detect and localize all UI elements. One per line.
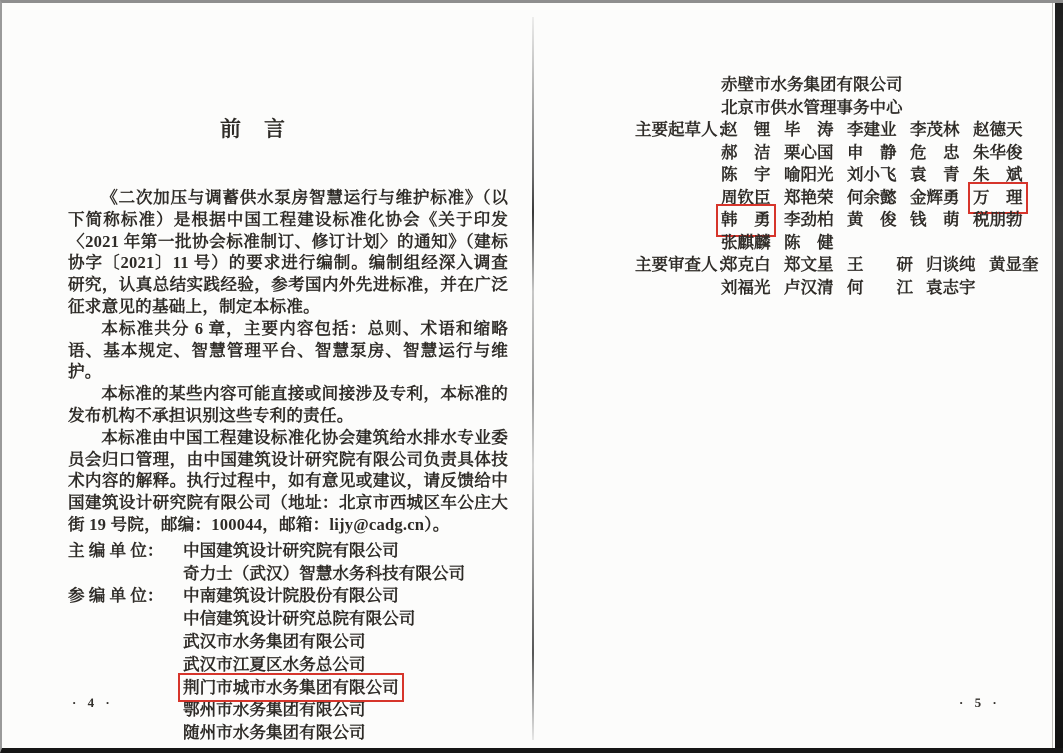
reviewer-name: 王 研	[847, 255, 913, 274]
reviewer-name: 郑文星	[784, 255, 834, 274]
drafter-row	[721, 142, 1059, 165]
scan-edge-line	[1052, 3, 1053, 748]
drafter-name: 郑艳荣	[784, 187, 834, 207]
participant-row	[68, 585, 508, 745]
drafter-name: 袁 青	[910, 165, 960, 184]
unit-name: 奇力士（武汉）智慧水务科技有限公司	[183, 563, 466, 583]
red-highlight-box: 韩 勇	[721, 209, 771, 232]
page-fold-line	[532, 17, 534, 740]
unit-item	[183, 722, 508, 745]
drafter-name: 周钦臣	[721, 187, 771, 207]
drafter-name: 李建业	[847, 120, 897, 139]
unit-item: 北京市供水管理事务中心	[721, 97, 903, 117]
reviewer-name: 郑克白	[721, 255, 771, 274]
drafter-row	[721, 209, 1059, 232]
drafter-name: 张麒麟	[721, 232, 771, 252]
drafter-name: 刘小飞	[847, 165, 897, 184]
drafter-name: 黄 俊	[847, 210, 897, 229]
reviewer-name: 归谈纯	[926, 255, 976, 274]
drafter-name: 何余懿	[847, 187, 897, 207]
reviewer-name: 卢汉清	[784, 277, 834, 297]
drafter-name: 朱 斌	[973, 165, 1023, 184]
unit-item	[183, 540, 508, 563]
chief-editor-label: 主 编 单 位：	[68, 540, 164, 560]
unit-name: 中南建筑设计院股份有限公司	[183, 586, 399, 606]
drafter-name: 申 静	[847, 142, 897, 162]
drafter-name: 李劲柏	[784, 210, 834, 229]
drafter-name: 毕 涛	[784, 120, 834, 139]
drafter-row	[721, 232, 1059, 255]
reviewers-section	[635, 254, 1059, 299]
drafter-name: 钱 萌	[910, 210, 960, 229]
drafter-name: 危 忠	[910, 142, 960, 162]
unit-item	[183, 563, 508, 586]
chief-editor-units	[183, 540, 508, 586]
reviewer-row	[721, 277, 1059, 300]
unit-item	[183, 608, 508, 631]
reviewer-row	[721, 254, 1059, 277]
drafter-row	[721, 164, 1059, 187]
drafter-name: 赵德天	[973, 120, 1023, 139]
participant-label: 参 编 单 位：	[68, 586, 164, 606]
drafter-name: 郝 洁	[721, 142, 771, 162]
unit-item	[183, 585, 508, 608]
reviewer-name: 袁志宇	[926, 277, 976, 297]
unit-item	[183, 631, 508, 654]
unit-name: 中信建筑设计研究总院有限公司	[183, 609, 416, 629]
unit-item	[183, 654, 508, 677]
drafter-name: 李茂林	[910, 120, 960, 139]
reviewer-name: 刘福光	[721, 277, 771, 297]
drafters-section	[635, 119, 1059, 254]
unit-name: 鄂州市水务集团有限公司	[183, 700, 366, 720]
foreword-paragraph-4: 本标准由中国工程建设标准化协会建筑给水排水专业委员会归口管理，由中国建筑设计研究院有限公司负责具体技术内容的解释。执行过程中，如有意见或建议，请反馈给中国建筑设计研究院有限公司（地址：北京市西城区车公庄大街 19 号院，邮编：100044，邮箱：lijy@cadg.cn）。	[68, 427, 508, 534]
unit-name: 中国建筑设计研究院有限公司	[183, 540, 399, 560]
drafter-row	[721, 119, 1059, 142]
red-highlight-box: 荆门市城市水务集团有限公司	[183, 677, 399, 697]
scan-edge-bar	[1055, 3, 1063, 748]
participant-units	[183, 585, 508, 745]
reviewers-name-grid	[721, 254, 1059, 299]
editing-units-block	[68, 540, 508, 745]
page-number-left: · 4 ·	[72, 695, 114, 710]
reviewer-name: 何 江	[847, 277, 913, 297]
unit-name: 武汉市水务集团有限公司	[183, 631, 366, 651]
reviewers-label: 主要审查人：	[635, 255, 734, 274]
drafter-name: 税朋勃	[973, 210, 1023, 229]
left-page	[68, 115, 508, 745]
page-number-right: · 5 ·	[959, 695, 1001, 710]
drafter-name: 栗心国	[784, 142, 834, 162]
reviewer-name: 黄显奎	[989, 255, 1039, 274]
unit-name: 武汉市江夏区水务总公司	[183, 654, 366, 674]
foreword-paragraph-1: 《二次加压与调蓄供水泵房智慧运行与维护标准》（以下简称标准）是根据中国工程建设标准化协会《关于印发〈2021 年第一批协会标准制订、修订计划〉的通知》（建标协字〔2021〕11 号）的要求进行编制。编制组经深入调查研究，认真总结实践经验，参考国内外先进标准，并在广泛征求意见的基础上，制定本标准。	[68, 188, 508, 316]
foreword-paragraph-3: 本标准的某些内容可能直接或间接涉及专利，本标准的发布机构不承担识别这些专利的责任。	[68, 384, 508, 425]
unit-item: 赤壁市水务集团有限公司	[721, 75, 903, 94]
drafter-name: 赵 锂	[721, 120, 771, 139]
right-page	[635, 74, 1059, 299]
drafter-name: 朱华俊	[973, 142, 1023, 162]
drafter-row	[721, 187, 1059, 210]
drafter-name: 金辉勇	[910, 187, 960, 207]
red-highlight-box: 万 理	[973, 187, 1023, 210]
unit-item	[183, 699, 508, 722]
unit-item-highlighted	[183, 677, 508, 700]
drafter-name: 陈 宇	[721, 165, 771, 184]
drafter-name: 陈 健	[784, 232, 834, 252]
drafters-name-grid	[721, 119, 1059, 254]
drafter-name: 喻阳光	[784, 165, 834, 184]
drafters-label: 主要起草人：	[635, 120, 734, 139]
unit-name: 随州市水务集团有限公司	[183, 723, 366, 743]
foreword-paragraph-2: 本标准共分 6 章，主要内容包括：总则、术语和缩略语、基本规定、智慧管理平台、智慧泵房、智慧运行与维护。	[68, 318, 508, 382]
chief-editor-row	[68, 540, 508, 586]
foreword-title: 前 言	[220, 117, 286, 141]
